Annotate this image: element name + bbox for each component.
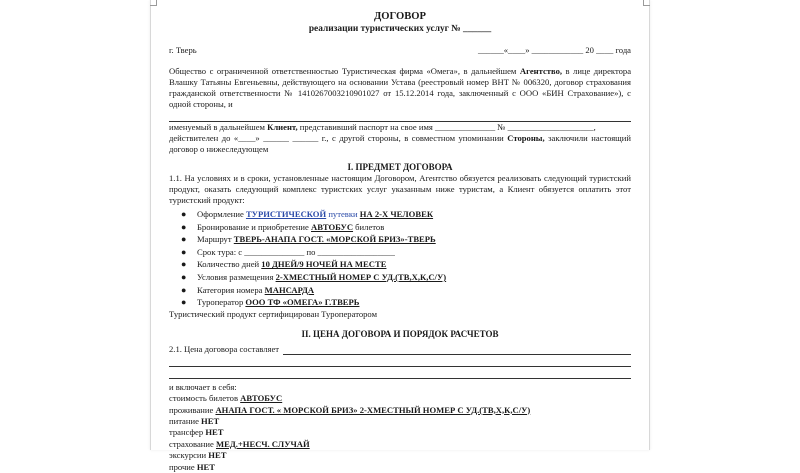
section1-text: 1.1. На условиях и в сроки, установленные настоящим Договором, Агентство обязуется реализовать следующий туристский продукт, оказать следующий комплекс туристских услуг указанным ниже туристам, а Клиент обязуется оплатить этот туристский продукт: <box>169 173 631 205</box>
list-item <box>181 258 631 271</box>
list-item <box>181 284 631 297</box>
item-value: ТУРИСТИЧЕСКОЙ <box>245 209 327 219</box>
intro-text-5: действителен до «____» ______ ______ г., с другой стороны, в совместном упоминании <box>169 133 508 143</box>
document-title: ДОГОВОР <box>373 11 427 22</box>
intro-text-4: представивший паспорт на свое имя ______________ № ____________________, <box>297 122 596 132</box>
item-label: Бронирование и приобретение <box>197 221 311 232</box>
item-value-2: НА 2-Х ЧЕЛОВЕК <box>359 209 434 219</box>
price-item <box>169 393 631 404</box>
item-value: МАНСАРДА <box>264 284 315 295</box>
blank-line <box>169 110 631 122</box>
date-line: ______«____» ____________ 20 ____ года <box>477 45 631 55</box>
list-item <box>181 246 631 259</box>
bullet-icon: ● <box>181 297 187 308</box>
price-item <box>169 439 631 450</box>
item-value: ООО ТФ «ОМЕГА» Г.ТВЕРЬ <box>245 297 360 308</box>
list-item <box>181 208 631 221</box>
bullet-icon: ● <box>181 271 187 282</box>
price-item-value: НЕТ <box>201 415 220 426</box>
list-item <box>181 271 631 284</box>
list-item <box>181 233 631 246</box>
city-date-row <box>169 45 631 56</box>
intro-text-3: именуемый в дальнейшем <box>169 122 268 132</box>
document-body <box>169 8 631 473</box>
price-item-value: НЕТ <box>196 461 216 472</box>
price-blank <box>283 345 631 355</box>
page-corner-left <box>150 0 157 6</box>
price-item-value: АНАПА ГОСТ. « МОРСКОЙ БРИЗ» 2-ХМЕСТНЫЙ НОМЕР С УД.(ТВ,Х,К,С/У) <box>215 404 531 415</box>
price-item-label: стоимость билетов <box>169 393 241 404</box>
agency-term: Агентство, <box>519 66 563 76</box>
price-item-label: страхование <box>169 438 216 449</box>
price-item-label: питание <box>169 415 202 426</box>
bullet-icon: ● <box>181 221 187 232</box>
page-corner-right <box>643 0 650 6</box>
price-item-value: АВТОБУС <box>240 393 283 404</box>
service-list <box>169 208 631 309</box>
item-value: АВТОБУС <box>311 221 354 232</box>
price-item-value: НЕТ <box>208 450 227 461</box>
bullet-icon: ● <box>181 259 187 270</box>
section1-heading: I. ПРЕДМЕТ ДОГОВОРА <box>347 162 453 172</box>
blank-line <box>169 367 631 379</box>
item-label: Условия размещения <box>197 271 276 282</box>
item-extra: путевки <box>326 209 360 219</box>
section1-footer: Туристический продукт сертифицирован Туроператором <box>169 308 378 319</box>
item-value: 2-ХМЕСТНЫЙ НОМЕР С УД.(ТВ,Х,К,С/У) <box>275 271 447 282</box>
price-item <box>169 450 631 461</box>
item-label: Маршрут <box>197 234 234 245</box>
price-item-label: трансфер <box>169 427 206 438</box>
item-value: 10 ДНЕЙ/9 НОЧЕЙ НА МЕСТЕ <box>261 259 387 270</box>
item-value: ТВЕРЬ-АНАПА ГОСТ. «МОРСКОЙ БРИЗ»-ТВЕРЬ <box>233 234 436 245</box>
price-label: 2.1. Цена договора составляет <box>169 343 280 354</box>
bullet-icon: ● <box>181 284 187 295</box>
price-item <box>169 427 631 438</box>
intro-text-1: Общество с ограниченной ответственностью Туристическая фирма «Омега», в дальнейшем <box>169 66 520 76</box>
includes-label: и включает в себя: <box>169 381 237 392</box>
parties-term: Стороны, <box>507 133 545 143</box>
bullet-icon: ● <box>181 246 187 257</box>
document-subtitle: реализации туристических услуг № ______ <box>308 24 492 34</box>
price-item-label: проживание <box>169 404 216 415</box>
bullet-icon: ● <box>181 234 187 245</box>
blank-line <box>169 355 631 367</box>
client-term: Клиент, <box>267 122 298 132</box>
price-item-label: прочие <box>169 461 197 472</box>
price-item-label: экскурсии <box>169 450 209 461</box>
price-item <box>169 405 631 416</box>
section2-heading: II. ЦЕНА ДОГОВОРА И ПОРЯДОК РАСЧЕТОВ <box>301 328 499 339</box>
list-item <box>181 296 631 309</box>
item-extra: билетов <box>353 221 385 232</box>
price-item <box>169 462 631 473</box>
intro-paragraph <box>169 66 631 155</box>
price-item <box>169 416 631 427</box>
document-page <box>150 0 650 472</box>
price-item-value: НЕТ <box>205 427 224 438</box>
item-label: Количество дней <box>197 259 262 270</box>
item-label: Оформление <box>197 209 246 219</box>
price-row <box>169 344 631 355</box>
bullet-icon: ● <box>181 209 187 219</box>
item-label: Категория номера <box>197 284 265 295</box>
price-item-value: МЕД.+НЕСЧ. СЛУЧАЙ <box>215 438 310 449</box>
item-label: Туроператор <box>197 297 246 308</box>
intro-text-2: в лице директора Влашку Татьяны Евгеньевны, действующего на основании Устава (реестровый номер ВНТ № 006320, договор страхования гражданской ответственности № 1410267003210901027 от 15.12.2014 года, заключенный с ООО «БИН Страхование»), с одной стороны, и <box>169 66 632 109</box>
list-item <box>181 221 631 234</box>
intro-text-6: заключили настоящий договор о нижеследующем <box>169 133 631 154</box>
city-text: г. Тверь <box>169 45 197 55</box>
item-label: Срок тура: с ______________ по __________________ <box>197 246 395 257</box>
